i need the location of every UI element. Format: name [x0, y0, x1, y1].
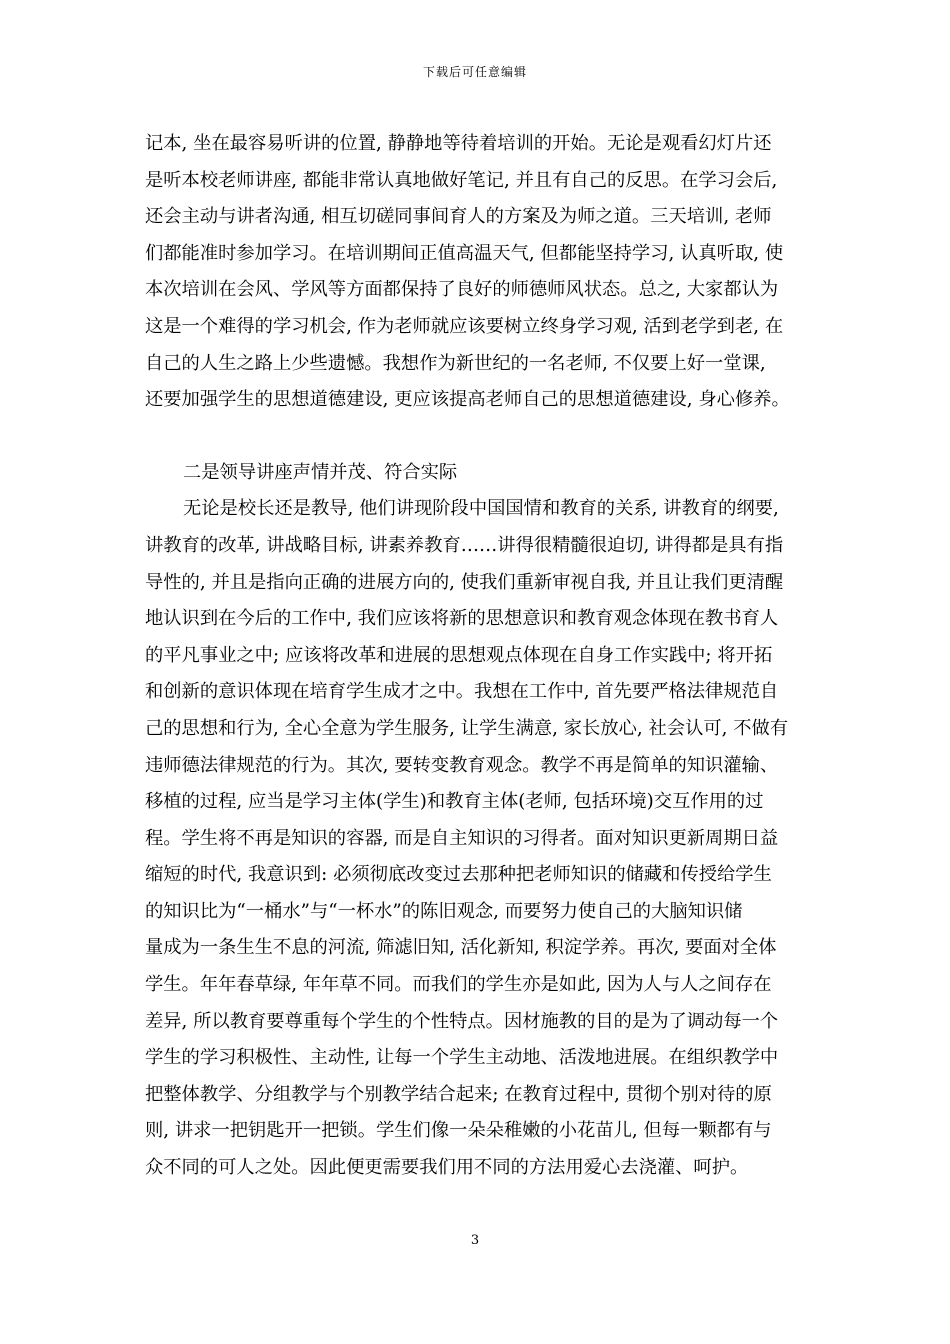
page-header: 下载后可任意编辑: [422, 65, 527, 79]
text-line: 这是一个难得的学习机会, 作为老师就应该要树立终身学习观, 活到老学到老, 在: [145, 315, 784, 337]
text-line: 差异, 所以教育要尊重每个学生的个性特点。因材施教的目的是为了调动每一个: [145, 1010, 779, 1032]
document-body: [145, 126, 815, 1187]
text-line: 们都能准时参加学习。在培训期间正值高温天气, 但都能坚持学习, 认真听取, 使: [145, 242, 784, 264]
text-line: 讲教育的改革, 讲战略目标, 讲素养教育……讲得很精髓很迫切, 讲得都是具有指: [145, 534, 784, 556]
paragraph-2: [145, 491, 815, 1186]
text-line: 程。学生将不再是知识的容器, 而是自主知识的习得者。面对知识更新周期日益: [145, 827, 779, 849]
text-line: 移植的过程, 应当是学习主体(学生)和教育主体(老师, 包括环境)交互作用的过: [145, 791, 764, 813]
text-line: 众不同的可人之处。因此便更需要我们用不同的方法用爱心去浇灌、呵护。: [145, 1157, 749, 1179]
text-line: 无论是校长还是教导, 他们讲现阶段中国国情和教育的关系, 讲教育的纲要,: [183, 498, 779, 520]
text-line: 自己的人生之路上少些遗憾。我想作为新世纪的一名老师, 不仅要上好一堂课,: [145, 352, 766, 374]
text-line: 缩短的时代, 我意识到: 必须彻底改变过去那种把老师知识的储藏和传授给学生: [145, 864, 772, 886]
text-line: 记本, 坐在最容易听讲的位置, 静静地等待着培训的开始。无论是观看幻灯片还: [145, 133, 772, 154]
paragraph-1: [145, 126, 815, 419]
text-line: 和创新的意识体现在培育学生成才之中。我想在工作中, 首先要严格法律规范自: [145, 681, 779, 703]
text-line: 量成为一条生生不息的河流, 筛滤旧知, 活化新知, 积淀学养。再次, 要面对全体: [145, 937, 777, 959]
text-line: 还要加强学生的思想道德建设, 更应该提高老师自己的思想道德建设, 身心修养。: [145, 389, 790, 411]
text-line: 还会主动与讲者沟通, 相互切磋同事间育人的方案及为师之道。三天培训, 老师: [145, 206, 772, 228]
text-line: 是听本校老师讲座, 都能非常认真地做好笔记, 并且有自己的反思。在学习会后,: [145, 169, 778, 191]
text-line: 把整体教学、分组教学与个别教学结合起来; 在教育过程中, 贯彻个别对待的原: [145, 1083, 772, 1105]
section-heading: 二是领导讲座声情并茂、符合实际: [183, 461, 458, 483]
text-line: 违师德法律规范的行为。其次, 要转变教育观念。教学不再是简单的知识灌输、: [145, 754, 779, 776]
text-line: 地认识到在今后的工作中, 我们应该将新的思想意识和教育观念体现在教书育人: [145, 608, 779, 630]
text-line: 学生的学习积极性、主动性, 让每一个学生主动地、活泼地进展。在组织教学中: [145, 1047, 779, 1069]
page-number: 3: [470, 1233, 480, 1248]
text-line: 本次培训在会风、学风等方面都保持了良好的师德师风状态。总之, 大家都认为: [145, 279, 779, 301]
text-line: 的平凡事业之中; 应该将改革和进展的思想观点体现在自身工作实践中; 将开拓: [145, 644, 773, 666]
text-line: 则, 讲求一把钥匙开一把锁。学生们像一朵朵稚嫩的小花苗儿, 但每一颗都有与: [145, 1120, 772, 1142]
text-line: 导性的, 并且是指向正确的进展方向的, 使我们重新审视自我, 并且让我们更清醒: [145, 571, 784, 593]
text-line: 的知识比为“一桶水”与“一杯水”的陈旧观念, 而要努力使自己的大脑知识储: [145, 900, 743, 922]
paragraph-spacer: [145, 419, 815, 455]
text-line: 己的思想和行为, 全心全意为学生服务, 让学生满意, 家长放心, 社会认可, 不做有: [145, 717, 789, 739]
text-line: 学生。年年春草绿, 年年草不同。而我们的学生亦是如此, 因为人与人之间存在: [145, 974, 772, 996]
